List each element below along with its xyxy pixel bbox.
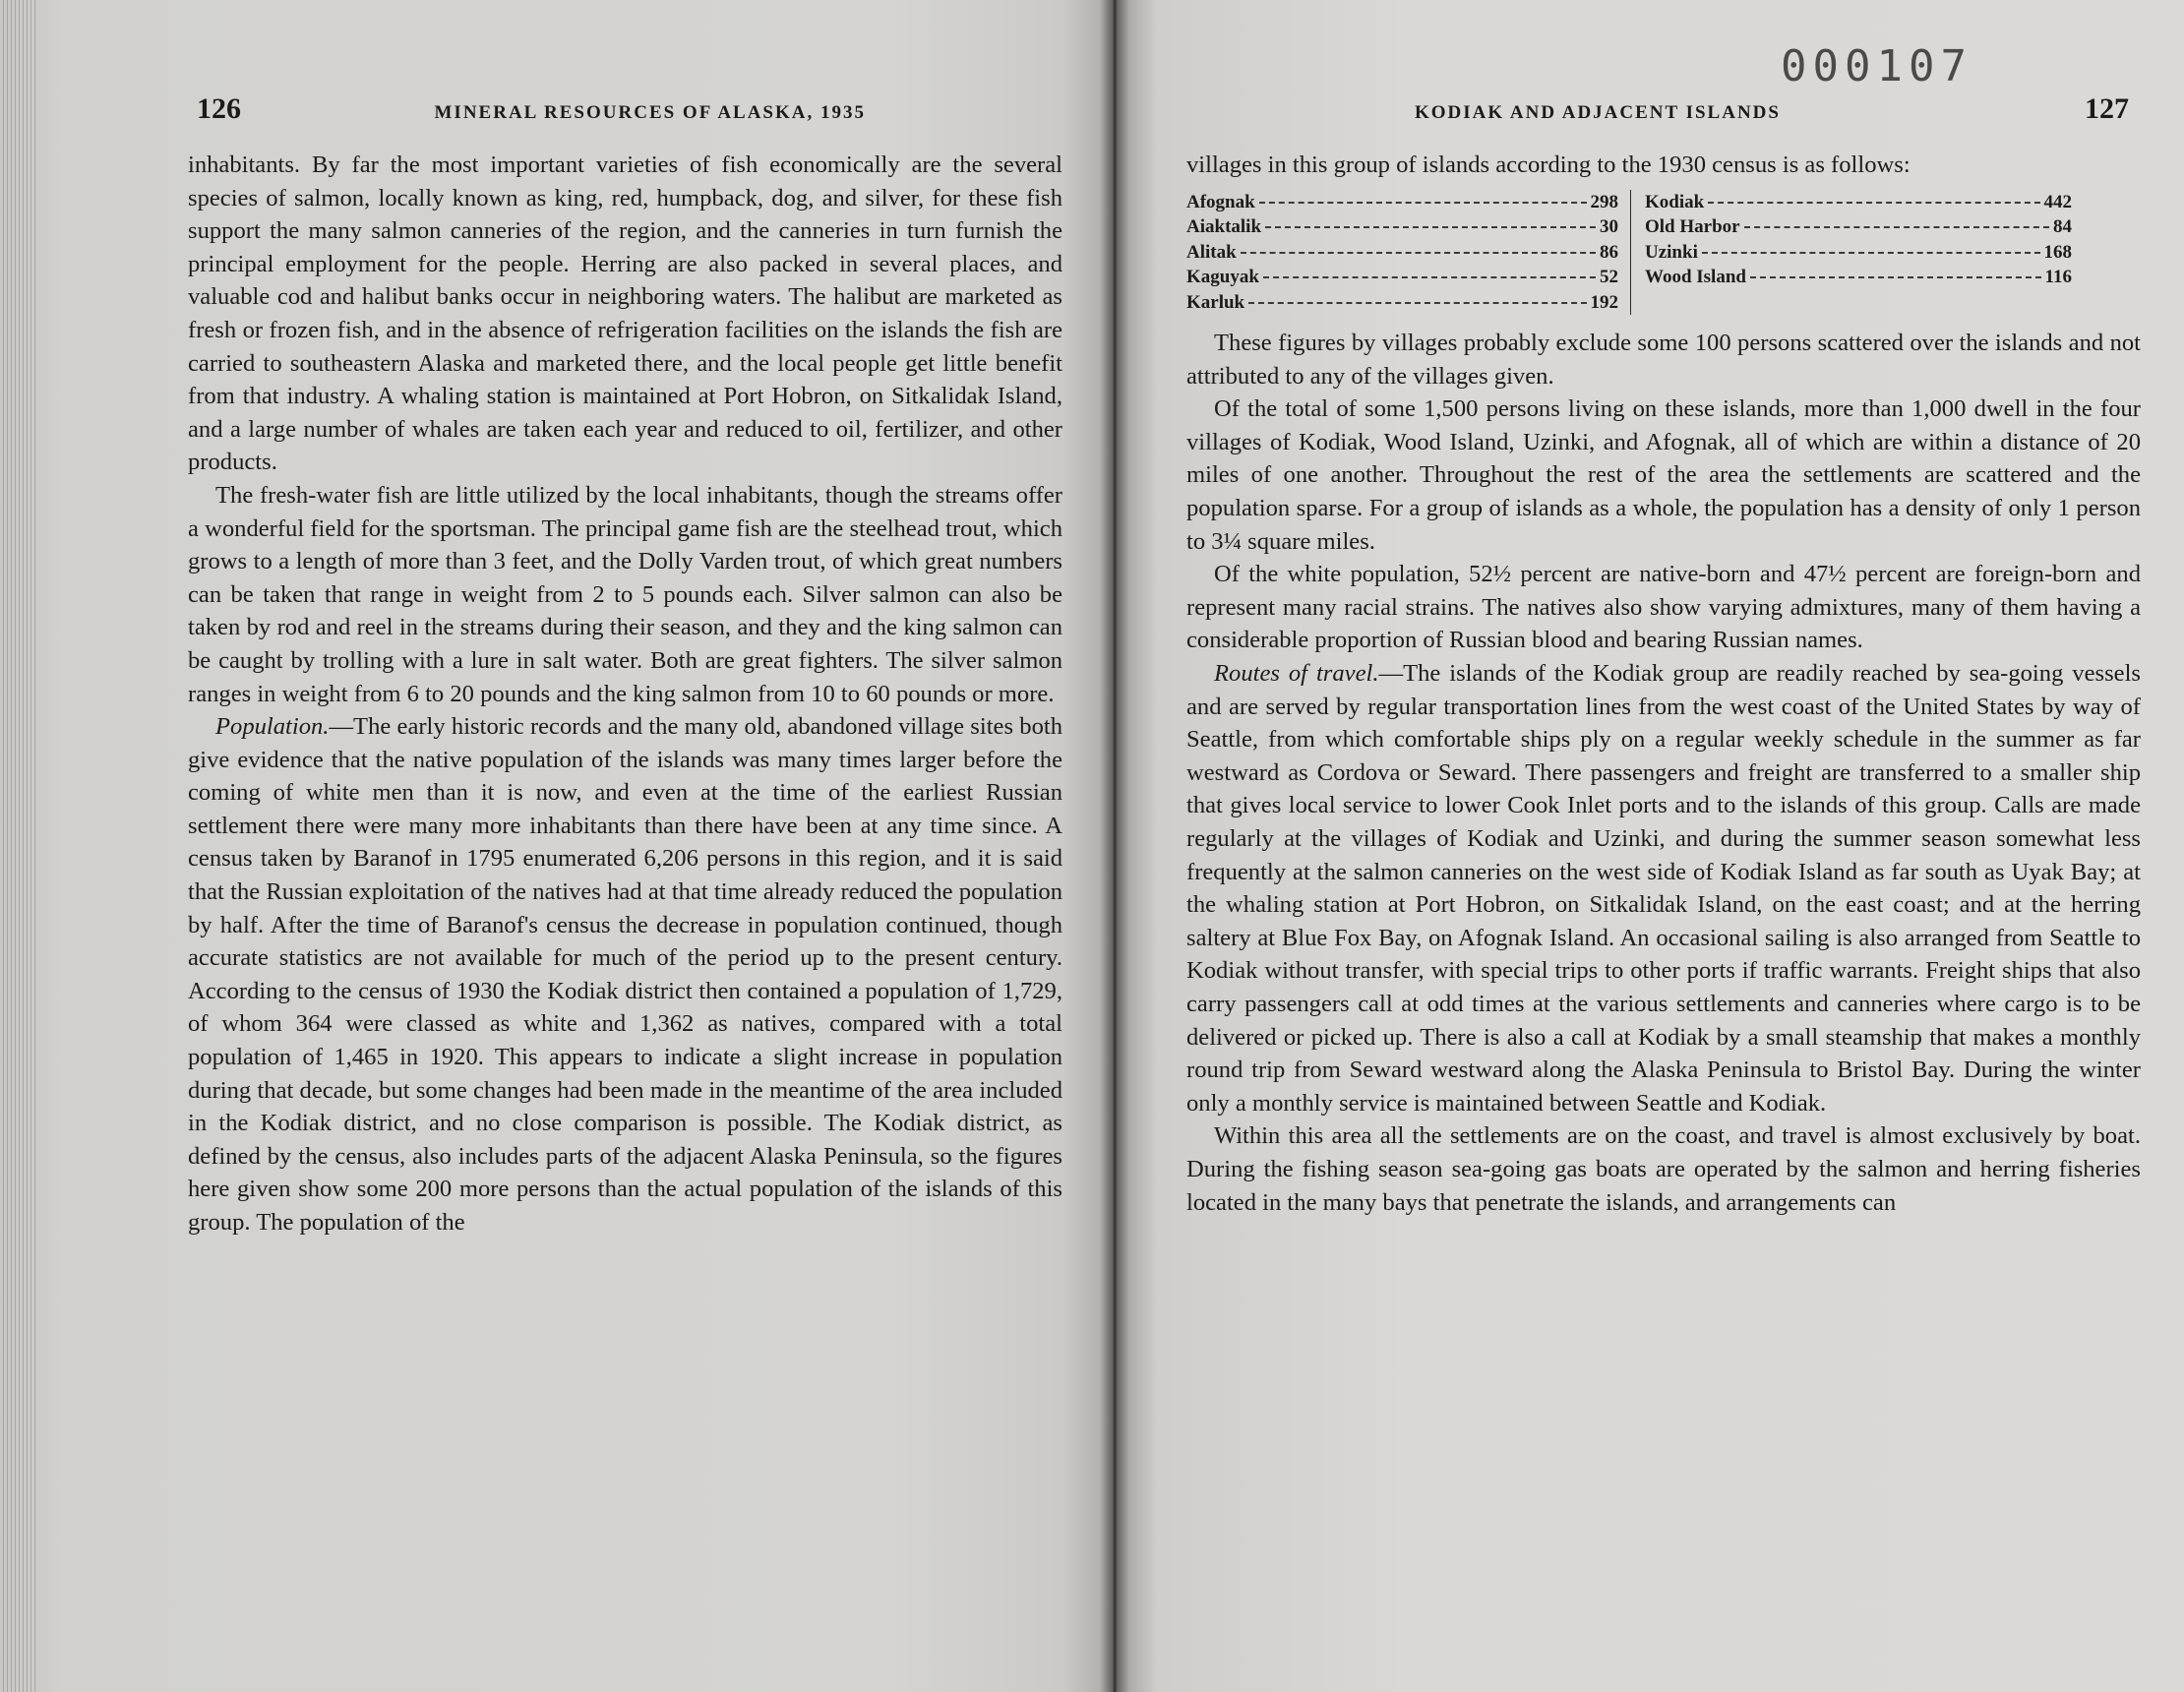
census-row: Old Harbor 84 (1645, 216, 2072, 238)
census-row: Karluk 192 (1186, 291, 1618, 313)
book-gutter (1100, 0, 1129, 1692)
routes-heading: Routes of travel. (1214, 660, 1379, 688)
right-page (1114, 0, 2184, 1692)
census-row: Kodiak 442 (1645, 191, 2072, 212)
census-row: Uzinki 168 (1645, 241, 2072, 263)
routes-text: —The islands of the Kodiak group are readily reached by sea-going vessels and are served by regular transportation lines from the west coast of the United States by way of Seattle, from which comfortable ships ply on a regular weekly schedule in the summer as far westward as Cordova or Seward. There passengers and freight are transferred to a smaller ship that gives local service to lower Cook Inlet ports and to the islands of this group. Calls are made regularly at the villages of Kodiak and Uzinki, and during the summer season somewhat less frequently at the salmon canneries on the west side of Kodiak Island as far south as Uyak Bay; at the whaling station at Port Hobron, on Sitkalidak Island, on the east coast; and at the herring saltery at Blue Fox Bay, on Afognak Island. An occasional sailing is also arranged from Seattle to Kodiak without transfer, with special trips to other ports if traffic warrants. Freight ships that also carry passengers call at odd times at the various settlements and canneries where cargo is to be delivered or picked up. There is also a call at Kodiak by a small steamship that makes a monthly round trip from Seward westward along the Alaska Peninsula to Bristol Bay. During the winter only a monthly service is maintained between Seattle and Kodiak. (1186, 660, 2141, 1117)
left-paragraph-2: The fresh-water fish are little utilized by the local inhabitants, though the streams offer a wonderful field for the sportsman. The principal game fish are the steelhead trout, which grows to a length of more than 3 feet, and the Dolly Varden trout, of which great numbers can be taken that range in weight from 2 to 5 pounds each. Silver salmon can also be taken by rod and reel in the streams during their season, and they and the king salmon can be caught by trolling with a lure in salt water. Both are great fighters. The silver salmon ranges in weight from 6 to 20 pounds and the king salmon from 10 to 60 pounds or more. (188, 481, 1062, 707)
census-row: Aiaktalik 30 (1186, 216, 1618, 238)
population-heading: Population. (215, 713, 330, 741)
right-paragraph-last: Within this area all the settlements are on the coast, and travel is almost exclusively by boat. During the fishing season sea-going gas boats are operated by the salmon and herring fisheries located in the many bays that penetrate the islands, and arrangements can (1186, 1122, 2141, 1216)
right-body-text (1186, 149, 2141, 1219)
right-header (1415, 92, 2129, 126)
census-row: Kaguyak 52 (1186, 267, 1618, 288)
census-row: Alitak 86 (1186, 241, 1618, 263)
census-row: Wood Island 116 (1645, 267, 2072, 288)
right-page-number: 127 (2085, 92, 2129, 125)
right-paragraph-2: Of the total of some 1,500 persons living on these islands, more than 1,000 dwell in the four villages of Kodiak, Wood Island, Uzinki, and Afognak, all of which are within a distance of 20 miles of one another. Throughout the rest of the area the settlements are scattered and the population sparse. For a group of islands as a whole, the population has a density of only 1 person to 3¼ square miles. (1186, 395, 2141, 555)
archive-stamp: 000107 (1781, 41, 1972, 91)
left-header (197, 92, 866, 126)
page-edges (0, 0, 35, 1692)
left-running-head: MINERAL RESOURCES OF ALASKA, 1935 (434, 102, 866, 123)
census-column-left (1186, 190, 1631, 316)
right-running-head: KODIAK AND ADJACENT ISLANDS (1415, 102, 1781, 123)
left-body-text (188, 149, 1062, 1239)
right-paragraph-3: Of the white population, 52½ percent are native-born and 47½ percent are foreign-born and represent many racial strains. The natives also show varying admixtures, many of them having a considerable proportion of Russian blood and bearing Russian names. (1186, 561, 2141, 654)
left-page-number: 126 (197, 92, 241, 125)
census-table (1186, 190, 2141, 316)
population-text: —The early historic records and the many old, abandoned village sites both give evidence that the native population of the islands was many times larger before the coming of white men than it is now, and even at the time of the earliest Russian settlement there were many more inhabitants than there have been at any time since. A census taken by Baranof in 1795 enumerated 6,206 persons in this region, and it is said that the Russian exploitation of the natives had at that time already reduced the population by half. After the time of Baranof's census the decrease in population continued, though accurate statistics are not available for much of the period up to the present century. According to the census of 1930 the Kodiak district then contained a population of 1,729, of whom 364 were classed as white and 1,362 as natives, compared with a total population of 1,465 in 1920. This appears to indicate a slight increase in population during that decade, but some changes had been made in the meantime of the area included in the Kodiak district, and no close comparison is possible. The Kodiak district, as defined by the census, also includes parts of the adjacent Alaska Peninsula, so the figures here given show some 200 more persons than the actual population of the islands of this group. The population of the (188, 713, 1062, 1236)
left-paragraph-1: inhabitants. By far the most important varieties of fish economically are the several species of salmon, locally known as king, red, humpback, dog, and silver, for these fish support the many salmon canneries of the region, and the canneries in turn furnish the principal employment for the people. Herring are also packed in several places, and valuable cod and halibut banks occur in neighboring waters. The halibut are marketed as fresh or frozen fish, and in the absence of refrigeration facilities on the islands the fish are carried to southeastern Alaska and marketed there, and the local people get little benefit from that industry. A whaling station is maintained at Port Hobron, on Sitkalidak Island, and a large number of whales are taken each year and reduced to oil, fertilizer, and other products. (188, 151, 1062, 476)
right-paragraph-1: These figures by villages probably exclude some 100 persons scattered over the islands and not attributed to any of the villages given. (1186, 330, 2141, 390)
census-intro: villages in this group of islands according to the 1930 census is as follows: (1186, 151, 1911, 178)
routes-paragraph (1186, 657, 2141, 1119)
population-paragraph (188, 710, 1062, 1239)
census-row: Afognak 298 (1186, 191, 1618, 212)
census-column-right (1631, 190, 2072, 316)
